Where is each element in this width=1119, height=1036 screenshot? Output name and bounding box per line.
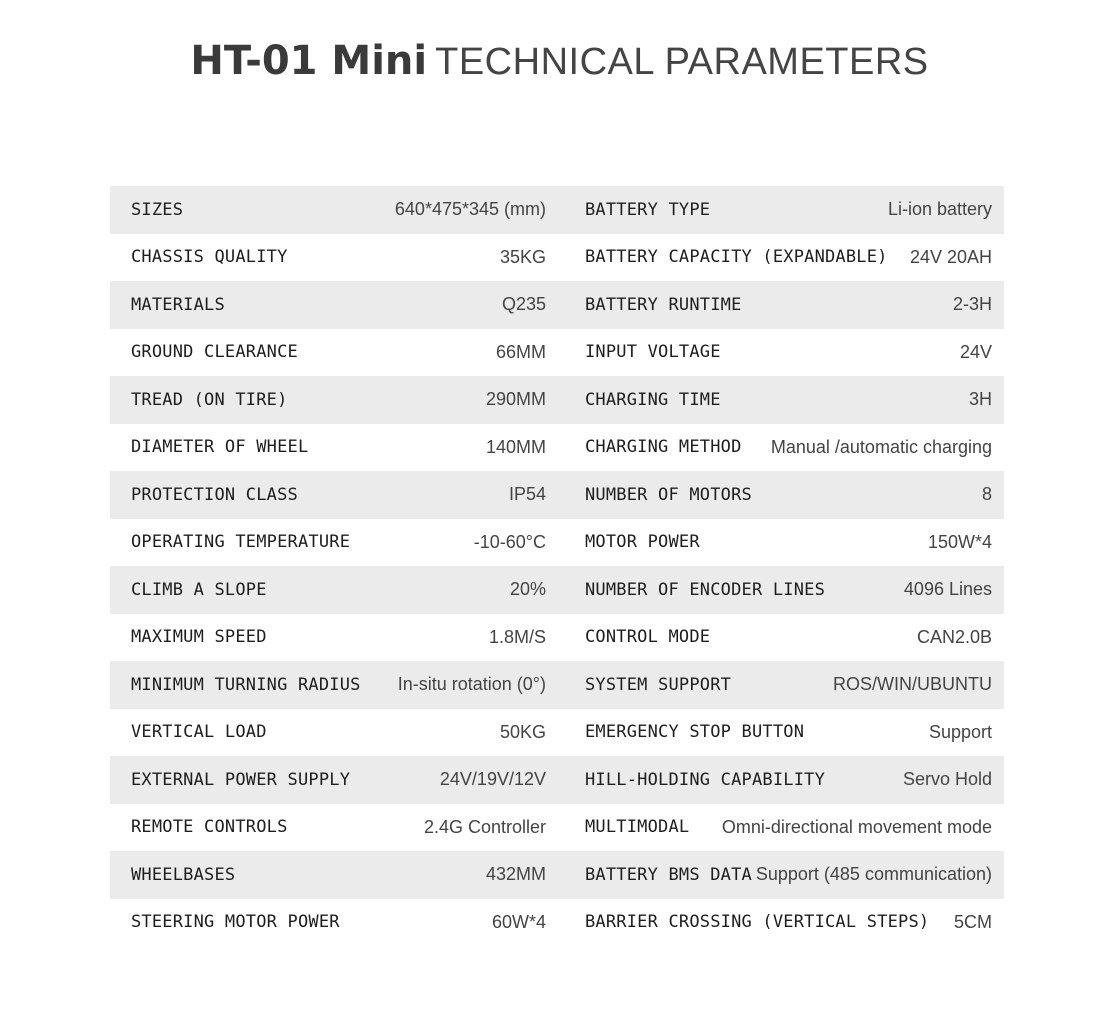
parameter-value: 140MM	[485, 436, 546, 457]
table-row	[110, 899, 1004, 947]
parameter-label: MAXIMUM SPEED	[131, 627, 267, 648]
parameter-value: 150W*4	[927, 531, 992, 552]
title-text: TECHNICAL PARAMETERS	[435, 41, 929, 83]
parameter-value: 3H	[968, 389, 992, 410]
parameter-label: SYSTEM SUPPORT	[585, 674, 732, 695]
parameter-label: OPERATING TEMPERATURE	[131, 532, 351, 553]
table-row	[110, 329, 1004, 377]
table-row	[110, 851, 1004, 899]
parameter-value: 432MM	[485, 864, 546, 885]
parameter-label: MULTIMODAL	[585, 817, 690, 838]
parameter-value: 24V/19V/12V	[439, 769, 546, 790]
parameter-value: Omni-directional movement mode	[721, 816, 992, 837]
parameter-label: MATERIALS	[131, 294, 225, 315]
parameter-label: WHEELBASES	[131, 864, 236, 885]
parameter-value: Q235	[501, 294, 546, 315]
parameter-value: 20%	[509, 579, 546, 600]
parameter-label: MOTOR POWER	[585, 532, 700, 553]
parameter-value: 5CM	[953, 911, 992, 932]
parameter-label: GROUND CLEARANCE	[131, 342, 298, 363]
table-row	[110, 424, 1004, 472]
parameter-label: EMERGENCY STOP BUTTON	[585, 722, 805, 743]
parameter-value: 50KG	[499, 721, 546, 742]
parameter-label: CHARGING TIME	[585, 389, 721, 410]
parameter-label: REMOTE CONTROLS	[131, 817, 288, 838]
table-row	[110, 661, 1004, 709]
table-row	[110, 471, 1004, 519]
parameter-label: BATTERY CAPACITY (EXPANDABLE)	[585, 247, 888, 268]
parameter-value: 8	[981, 484, 992, 505]
parameter-value: In-situ rotation (0°)	[397, 674, 546, 695]
table-row	[110, 566, 1004, 614]
table-row	[110, 234, 1004, 282]
parameter-value: 2.4G Controller	[423, 816, 546, 837]
parameter-label: NUMBER OF ENCODER LINES	[585, 579, 826, 600]
parameter-label: DIAMETER OF WHEEL	[131, 437, 309, 458]
parameter-label: SIZES	[131, 199, 184, 220]
parameter-label: HILL-HOLDING CAPABILITY	[585, 769, 826, 790]
table-row	[110, 804, 1004, 852]
parameter-label: CLIMB A SLOPE	[131, 579, 267, 600]
parameter-label: BATTERY BMS DATA	[585, 864, 752, 885]
parameter-label: VERTICAL LOAD	[131, 722, 267, 743]
parameter-value: 640*475*345 (mm)	[394, 199, 546, 220]
parameter-label: MINIMUM TURNING RADIUS	[131, 674, 361, 695]
parameter-value: Support	[928, 721, 992, 742]
parameter-label: PROTECTION CLASS	[131, 484, 298, 505]
parameter-value: ROS/WIN/UBUNTU	[833, 674, 992, 695]
parameter-value: Li-ion battery	[887, 199, 992, 220]
parameter-label: STEERING MOTOR POWER	[131, 912, 340, 933]
parameter-value: 1.8M/S	[488, 626, 546, 647]
parameter-label: CONTROL MODE	[585, 627, 711, 648]
parameter-label: EXTERNAL POWER SUPPLY	[131, 769, 351, 790]
parameter-label: CHASSIS QUALITY	[131, 247, 288, 268]
parameter-value: 4096 Lines	[903, 579, 992, 600]
table-row	[110, 281, 1004, 329]
table-row	[110, 756, 1004, 804]
parameter-value: -10-60°C	[473, 531, 546, 552]
parameter-value: 35KG	[499, 246, 546, 267]
parameter-label: CHARGING METHOD	[585, 437, 742, 458]
table-row	[110, 186, 1004, 234]
table-row	[110, 519, 1004, 567]
parameter-value: 60W*4	[491, 911, 546, 932]
parameter-value: IP54	[508, 484, 546, 505]
parameter-value: 24V	[959, 341, 992, 362]
table-row	[110, 709, 1004, 757]
parameter-label: INPUT VOLTAGE	[585, 342, 721, 363]
table-row	[110, 376, 1004, 424]
page-title	[0, 38, 1119, 84]
parameter-value: 290MM	[485, 389, 546, 410]
parameter-label: BATTERY TYPE	[585, 199, 711, 220]
parameter-label: BARRIER CROSSING (VERTICAL STEPS)	[585, 912, 930, 933]
parameter-value: 2-3H	[952, 294, 992, 315]
parameter-value: 66MM	[495, 341, 546, 362]
parameter-label: BATTERY RUNTIME	[585, 294, 742, 315]
parameter-value: Manual /automatic charging	[770, 436, 992, 457]
parameter-value: 24V 20AH	[909, 246, 992, 267]
parameters-table	[110, 186, 1004, 946]
parameter-label: TREAD (ON TIRE)	[131, 389, 288, 410]
model-name: HT-01 Mini	[190, 38, 428, 84]
table-row	[110, 614, 1004, 662]
parameter-value: Servo Hold	[902, 769, 992, 790]
parameter-label: NUMBER OF MOTORS	[585, 484, 752, 505]
parameter-value: Support (485 communication)	[755, 864, 992, 885]
parameter-value: CAN2.0B	[916, 626, 992, 647]
